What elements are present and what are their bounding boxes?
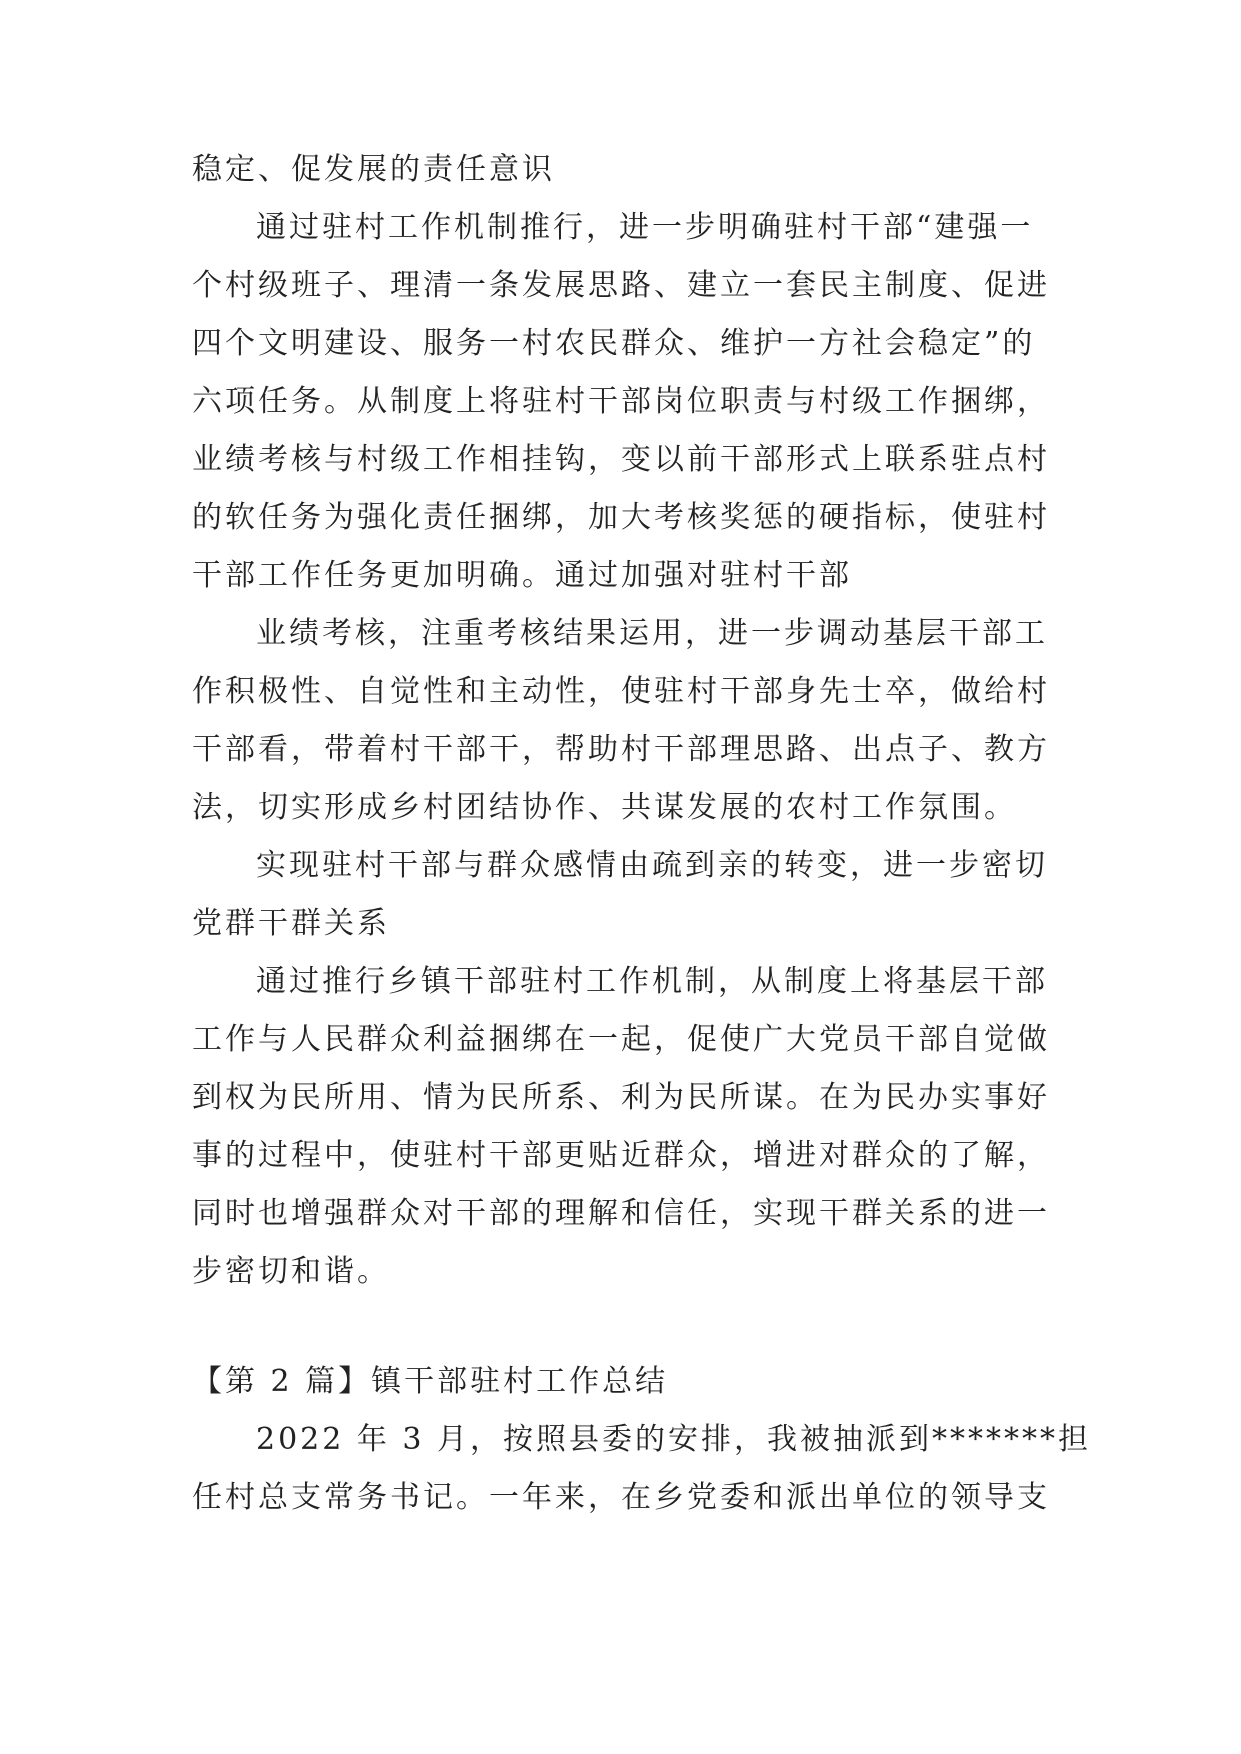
text-line: 六项任务。从制度上将驻村干部岗位职责与村级工作捆绑，	[192, 384, 1050, 419]
text-line: 业绩考核与村级工作相挂钩，变以前干部形式上联系驻点村	[192, 442, 1050, 477]
text-line: 同时也增强群众对干部的理解和信任，实现干群关系的进一	[192, 1196, 1050, 1231]
text-line: 干部工作任务更加明确。通过加强对驻村干部	[192, 558, 852, 593]
text-line: 干部看，带着村干部干，帮助村干部理思路、出点子、教方	[192, 732, 1050, 767]
paragraph-start-line: 通过推行乡镇干部驻村工作机制，从制度上将基层干部	[256, 964, 1048, 999]
text-line: 任村总支常务书记。一年来，在乡党委和派出单位的领导支	[192, 1480, 1050, 1515]
text-line: 稳定、促发展的责任意识	[192, 152, 555, 187]
text-line: 到权为民所用、情为民所系、利为民所谋。在为民办实事好	[192, 1080, 1050, 1115]
text-line: 步密切和谐。	[192, 1254, 390, 1289]
text-line: 的软任务为强化责任捆绑，加大考核奖惩的硬指标，使驻村	[192, 500, 1050, 535]
article-title: 【第 2 篇】镇干部驻村工作总结	[192, 1364, 669, 1399]
text-line: 法，切实形成乡村团结协作、共谋发展的农村工作氛围。	[192, 790, 1017, 825]
text-line: 事的过程中，使驻村干部更贴近群众，增进对群众的了解，	[192, 1138, 1050, 1173]
text-line: 个村级班子、理清一条发展思路、建立一套民主制度、促进	[192, 268, 1050, 303]
section-heading-line: 实现驻村干部与群众感情由疏到亲的转变，进一步密切	[256, 848, 1048, 883]
section-heading-line: 党群干群关系	[192, 906, 390, 941]
paragraph-start-line: 通过驻村工作机制推行，进一步明确驻村干部“建强一	[256, 210, 1034, 245]
text-line: 工作与人民群众利益捆绑在一起，促使广大党员干部自觉做	[192, 1022, 1050, 1057]
paragraph-start-line: 2022 年 3 月，按照县委的安排，我被抽派到*******担	[256, 1422, 1092, 1457]
paragraph-start-line: 业绩考核，注重考核结果运用，进一步调动基层干部工	[256, 616, 1048, 651]
text-line: 作积极性、自觉性和主动性，使驻村干部身先士卒，做给村	[192, 674, 1050, 709]
text-line: 四个文明建设、服务一村农民群众、维护一方社会稳定”的	[192, 326, 1036, 361]
